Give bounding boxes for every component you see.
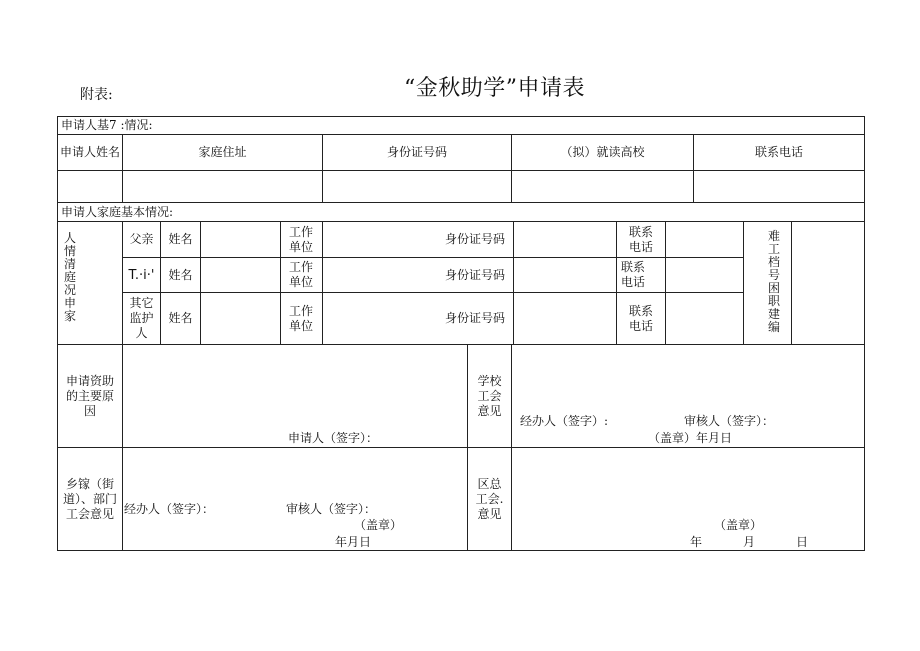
relation-guardian: 其它监护人 — [129, 296, 154, 340]
township-reviewer-signature: 审核人（签字）： — [286, 502, 377, 516]
phone-label: 联系电话 — [628, 303, 653, 333]
school-union-label: 学校工会意见 — [477, 373, 502, 418]
school-reviewer-signature: 审核人（签字）： — [684, 414, 775, 428]
name-label: 姓名 — [168, 267, 193, 282]
rule — [57, 344, 865, 345]
school-seal-date: （盖章）年月日 — [648, 431, 733, 445]
col-id-number: 身份证号码 — [386, 145, 447, 159]
id-number-label: 身份证号码 — [444, 232, 505, 246]
section-basic-title: 申请人基7 :情况: — [61, 118, 153, 132]
township-opinion-label: 乡镓（街道）、部门工会意见 — [62, 476, 117, 521]
relation-mother: T.·i·' — [128, 267, 155, 283]
rule — [791, 221, 792, 344]
township-handler-signature: 经办人（签字）： — [124, 502, 215, 516]
col-applicant-name: 申请人姓名 — [59, 145, 120, 159]
id-number-label: 身份证号码 — [444, 311, 505, 325]
rule-right — [864, 116, 865, 551]
district-seal: （盖章） — [714, 518, 763, 532]
rule — [57, 202, 865, 203]
rule — [57, 170, 865, 171]
section-family-title: 申请人家庭基本情况: — [61, 205, 174, 219]
id-number-label: 身份证号码 — [444, 267, 505, 282]
col-home-address: 家庭住址 — [198, 145, 247, 159]
attachment-label: 附表: — [80, 87, 113, 103]
district-month: 月 — [743, 535, 756, 549]
rule — [743, 221, 744, 344]
rule-bottom — [57, 550, 865, 551]
phone-label: 联系电话 — [620, 260, 645, 289]
school-handler-signature: 经办人（签字）: — [520, 414, 609, 428]
district-union-label: 区总工会.意见 — [475, 476, 504, 521]
work-unit-label: 工作单位 — [288, 260, 313, 289]
rule — [511, 344, 512, 550]
rule — [122, 344, 123, 550]
col-contact-phone: 联系电话 — [754, 145, 803, 159]
family-side-label: 人 情 清 庭 况 申 家 — [63, 231, 76, 323]
name-label: 姓名 — [168, 311, 193, 325]
reason-label: 申请资助的主要原因 — [65, 373, 114, 418]
rule — [665, 221, 666, 344]
col-university: （拟）就读高校 — [560, 145, 645, 159]
rule-left — [57, 116, 58, 551]
phone-label: 联系电话 — [628, 224, 653, 254]
district-day: 日 — [796, 535, 809, 549]
relation-father: 父亲 — [129, 232, 154, 246]
hardship-file-label: 难 工 档 号 困 职 建 编 — [767, 229, 780, 334]
form-title: “金秋助学”申请表 — [404, 76, 585, 101]
rule-top — [57, 116, 865, 117]
township-seal: （盖章） — [354, 518, 403, 532]
rule — [513, 221, 514, 344]
work-unit-label: 工作单位 — [288, 224, 313, 254]
rule — [200, 221, 201, 344]
work-unit-label: 工作单位 — [288, 303, 313, 333]
name-label: 姓名 — [168, 232, 193, 246]
applicant-signature: 申请人（签字）： — [288, 431, 379, 445]
township-date: 年月日 — [335, 535, 372, 549]
rule — [57, 447, 865, 448]
district-year: 年 — [690, 535, 703, 549]
